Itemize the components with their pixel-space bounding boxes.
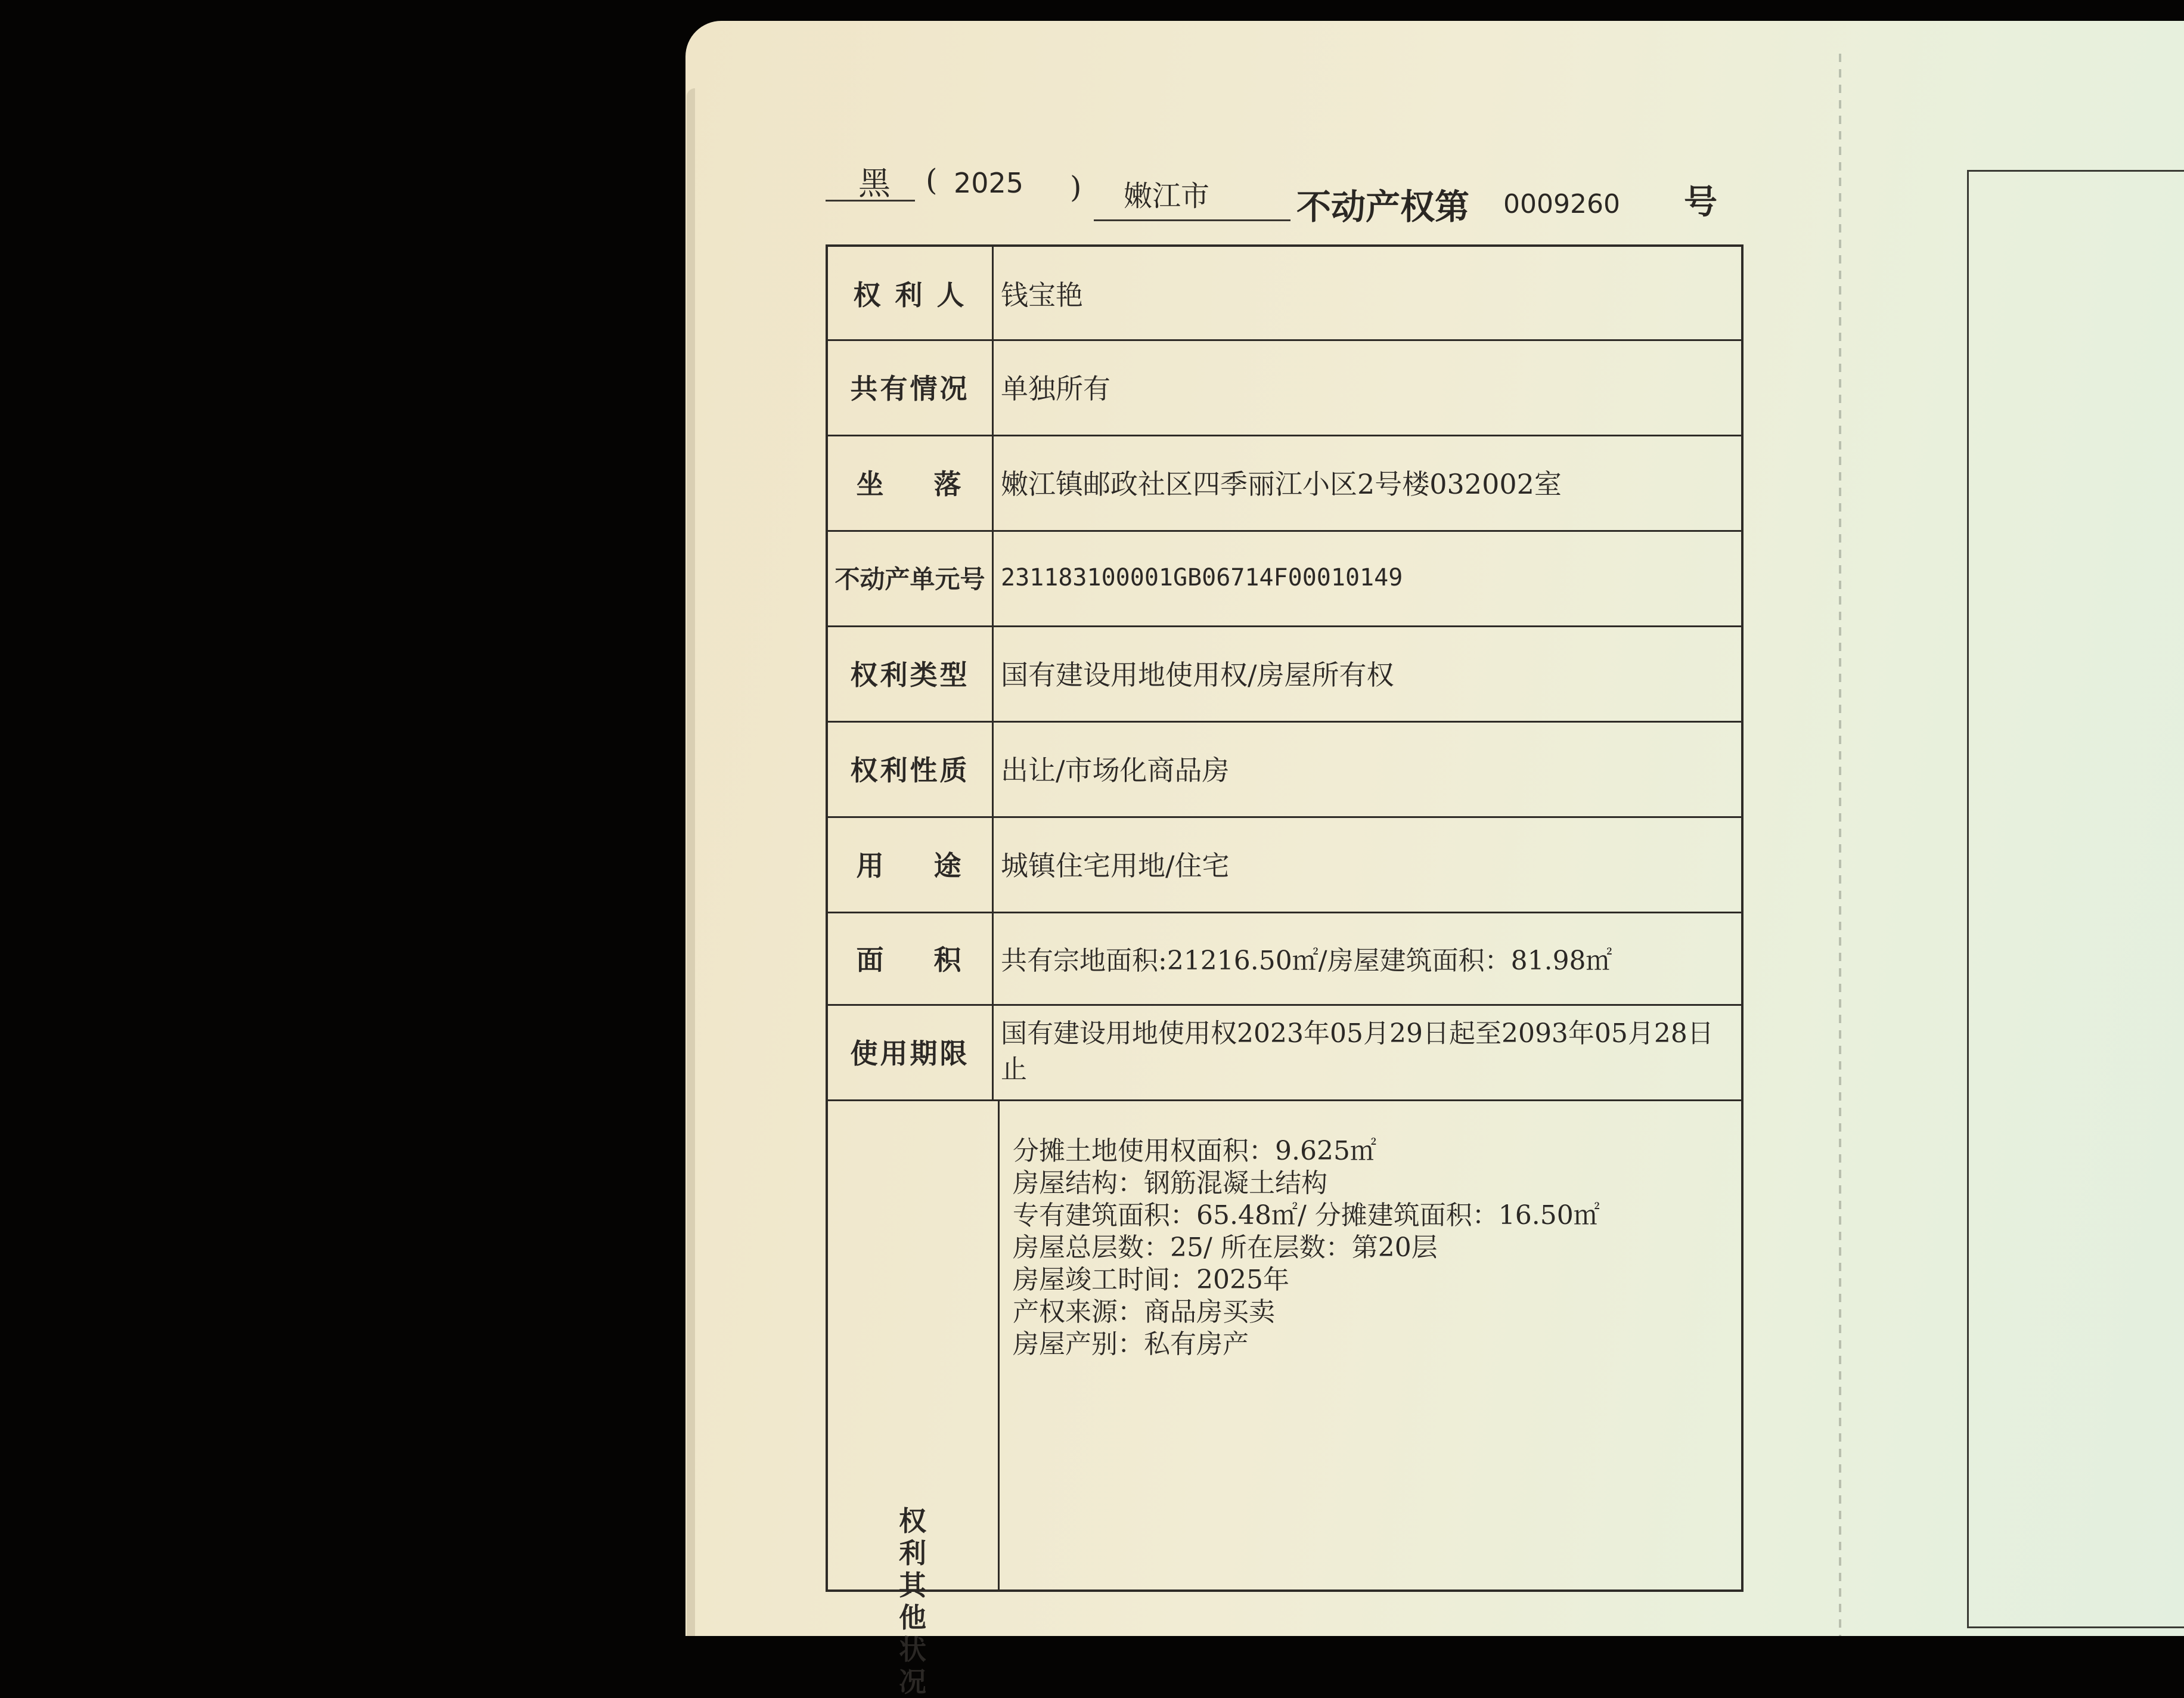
value-right-nature: 出让/市场化商品房 [1001, 754, 1230, 786]
city-underline [1094, 219, 1290, 221]
certificate-title: 不动产权第 [1296, 187, 1470, 227]
certificate-year: 2025 [954, 167, 1024, 199]
paren-close: ) [1070, 170, 1082, 204]
label-unit-number: 不动产单元号 [828, 530, 994, 625]
label-usage: 用 途 [828, 816, 994, 912]
other-line-structure: 房屋结构：钢筋混凝土结构 [1013, 1168, 1327, 1198]
label-co-ownership: 共有情况 [828, 339, 994, 435]
row-other-status [828, 1099, 1741, 1698]
value-location: 嫩江镇邮政社区四季丽江小区2号楼032002室 [1001, 468, 1562, 500]
value-right-type: 国有建设用地使用权/房屋所有权 [1001, 659, 1394, 691]
row-area [828, 912, 1741, 1006]
value-area: 共有宗地面积:21216.50㎡/房屋建筑面积：81.98㎡ [1001, 945, 1612, 976]
value-right-holder: 钱宝艳 [1001, 278, 1083, 311]
paren-open: ( [926, 163, 938, 197]
city-name: 嫩江市 [1124, 179, 1210, 213]
booklet-spine [1839, 54, 1841, 1636]
other-line-source: 产权来源：商品房买卖 [1013, 1297, 1275, 1327]
label-term: 使用期限 [828, 1004, 994, 1099]
label-other-status: 权利其他状况 [899, 1505, 926, 1698]
label-location: 坐 落 [828, 435, 994, 530]
certificate-header [826, 152, 1726, 230]
label-area: 面 积 [828, 912, 994, 1004]
other-line-category: 房屋产别：私有房产 [1013, 1329, 1249, 1359]
other-line-land-area: 分摊土地使用权面积：9.625㎡ [1013, 1136, 1376, 1166]
label-right-holder: 权 利 人 [828, 247, 994, 339]
page-edge [687, 88, 695, 1636]
row-usage [828, 816, 1741, 913]
value-unit-number: 231183100001GB06714F00010149 [1001, 564, 1403, 591]
other-status-list [1013, 1135, 1729, 1361]
row-term [828, 1004, 1741, 1101]
row-co-ownership [828, 339, 1741, 436]
province-abbr: 黑 [858, 165, 891, 202]
certificate-suffix: 号 [1684, 182, 1717, 222]
province-underline [826, 200, 915, 202]
row-right-nature [828, 721, 1741, 818]
other-line-building-area: 专有建筑面积：65.48㎡/ 分摊建筑面积：16.50㎡ [1013, 1200, 1600, 1231]
label-right-nature: 权利性质 [828, 721, 994, 816]
value-term: 国有建设用地使用权2023年05月29日起至2093年05月28日止 [1001, 1018, 1714, 1085]
label-right-type: 权利类型 [828, 625, 994, 721]
other-line-completion: 房屋竣工时间：2025年 [1013, 1265, 1289, 1295]
other-line-floors: 房屋总层数：25/ 所在层数：第20层 [1013, 1232, 1438, 1263]
row-right-holder [828, 247, 1741, 341]
certificate-number: 0009260 [1503, 189, 1620, 219]
value-co-ownership: 单独所有 [1001, 373, 1110, 405]
right-page-frame [1967, 170, 2184, 1628]
other-status-label-cell [828, 1099, 1000, 1698]
certificate-table [826, 244, 1744, 1698]
row-unit-number [828, 530, 1741, 627]
row-location [828, 435, 1741, 532]
row-right-type [828, 625, 1741, 723]
value-usage: 城镇住宅用地/住宅 [1001, 850, 1230, 882]
